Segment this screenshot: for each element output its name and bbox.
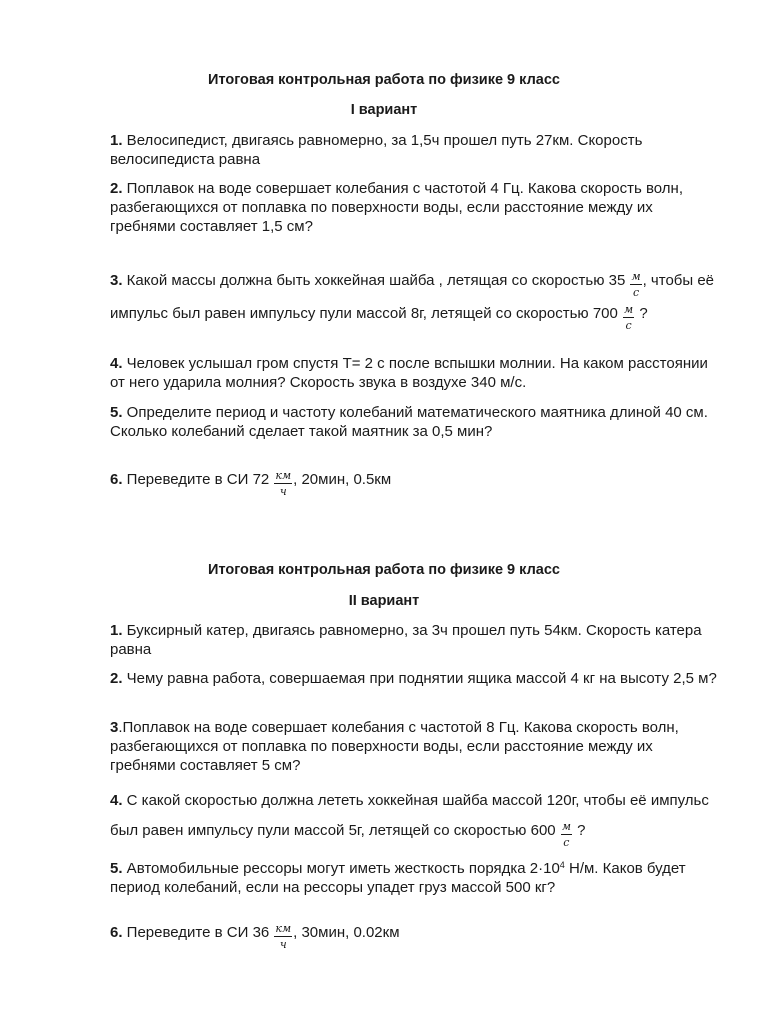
v2-q6-frac-numerator: км [275, 922, 292, 935]
v2-q5-text-a: Автомобильные рессоры могут иметь жесткость порядка 2·10 [122, 860, 560, 877]
v1-q3-text-c: ? [635, 305, 648, 322]
v1-question-3 [110, 266, 725, 332]
v2-q5-exponent: 4 [559, 860, 565, 870]
v2-q5-text-b: Н/м. Каков будет период колебаний, если на рессоры упадет груз массой 500 кг? [110, 860, 686, 896]
v1-q6-frac-denominator: ч [279, 485, 287, 498]
v2-question-1 [110, 621, 720, 659]
v1-q3-fraction-1 [630, 270, 641, 299]
v1-q5-number: 5. [110, 404, 123, 421]
v2-question-6 [110, 918, 720, 951]
variant2-title: Итоговая контрольная работа по физике 9 класс [208, 562, 560, 578]
v2-question-4 [110, 786, 725, 849]
v1-q6-number: 6. [110, 471, 123, 488]
v2-q3-text: .Поплавок на воде совершает колебания с частотой 8 Гц. Какова скорость волн, разбегающихся от поплавка по поверхности воды, если расстояние между их гребнями составляет 5 см? [110, 719, 679, 774]
v1-q6-text-a: Переведите в СИ 72 [122, 471, 270, 488]
v1-q3-frac1-numerator: м [631, 270, 641, 283]
variant1-title: Итоговая контрольная работа по физике 9 класс [208, 72, 560, 88]
v2-q2-number: 2. [110, 670, 123, 687]
v1-q3-fraction-2 [623, 303, 634, 332]
v1-q1-number: 1. [110, 132, 123, 149]
v2-q4-text-a: С какой скоростью должна лететь хоккейная шайба массой 120г, чтобы её импульс был равен импульсу пули массой 5г, летящей со скоростью 600 [110, 792, 709, 839]
v1-q6-frac-numerator: км [275, 469, 292, 482]
v1-q4-number: 4. [110, 355, 123, 372]
v2-q6-text-a: Переведите в СИ 36 [122, 924, 270, 941]
v2-q2-text: Чему равна работа, совершаемая при поднятии ящика массой 4 кг на высоту 2,5 м? [122, 670, 717, 687]
v1-q3-frac2-numerator: м [624, 303, 634, 316]
v2-q1-number: 1. [110, 622, 123, 639]
v1-question-6 [110, 465, 720, 498]
v2-q3-number: 3 [110, 719, 119, 736]
v2-q4-frac-denominator: с [563, 836, 570, 849]
v1-q3-frac1-denominator: с [632, 286, 640, 299]
v2-q6-number: 6. [110, 924, 123, 941]
v2-q6-frac-denominator: ч [279, 938, 287, 951]
v2-question-3 [110, 718, 720, 775]
v2-question-5 [110, 856, 720, 897]
v1-q6-text-b: , 20мин, 0.5км [293, 471, 392, 488]
v1-question-1 [110, 131, 720, 169]
v2-q6-fraction [274, 922, 292, 951]
v1-q3-text-a: Какой массы должна быть хоккейная шайба , летящая со скоростью 35 [122, 272, 626, 289]
v2-q4-number: 4. [110, 792, 123, 809]
v1-q2-number: 2. [110, 180, 123, 197]
v1-q3-text-b: , чтобы её импульс был равен импульсу пули массой 8г, летящей со скоростью 700 [110, 272, 715, 322]
v2-question-2 [110, 669, 720, 688]
variant1-label: I вариант [350, 102, 418, 118]
v1-q4-text: Человек услышал гром спустя Т= 2 с после вспышки молнии. На каком расстоянии от него ударила молния? Скорость звука в воздухе 340 м/с. [110, 355, 708, 391]
v1-q1-text: Велосипедист, двигаясь равномерно, за 1,5ч прошел путь 27км. Скорость велосипедиста равна [110, 132, 643, 168]
variant2-label: II вариант [348, 593, 420, 609]
v2-q1-text: Буксирный катер, двигаясь равномерно, за 3ч прошел путь 54км. Скорость катера равна [110, 622, 702, 658]
v2-q4-text-b: ? [572, 822, 586, 839]
v1-q5-text: Определите период и частоту колебаний математического маятника длиной 40 см. Сколько колебаний сделает такой маятник за 0,5 мин? [110, 404, 708, 440]
v2-q6-text-b: , 30мин, 0.02км [293, 924, 400, 941]
v2-q4-frac-numerator: м [561, 820, 571, 833]
v1-q6-fraction [274, 469, 292, 498]
v2-q5-number: 5. [110, 860, 123, 877]
v1-q2-text: Поплавок на воде совершает колебания с частотой 4 Гц. Какова скорость волн, разбегающихся от поплавка по поверхности воды, если расстояние между их гребнями составляет 1,5 см? [110, 180, 684, 235]
v1-question-2 [110, 179, 720, 236]
v1-q3-number: 3. [110, 272, 123, 289]
v2-q4-fraction [561, 820, 572, 849]
v1-q3-frac2-denominator: с [625, 319, 632, 332]
v1-question-4 [110, 354, 720, 392]
v1-question-5 [110, 403, 720, 441]
